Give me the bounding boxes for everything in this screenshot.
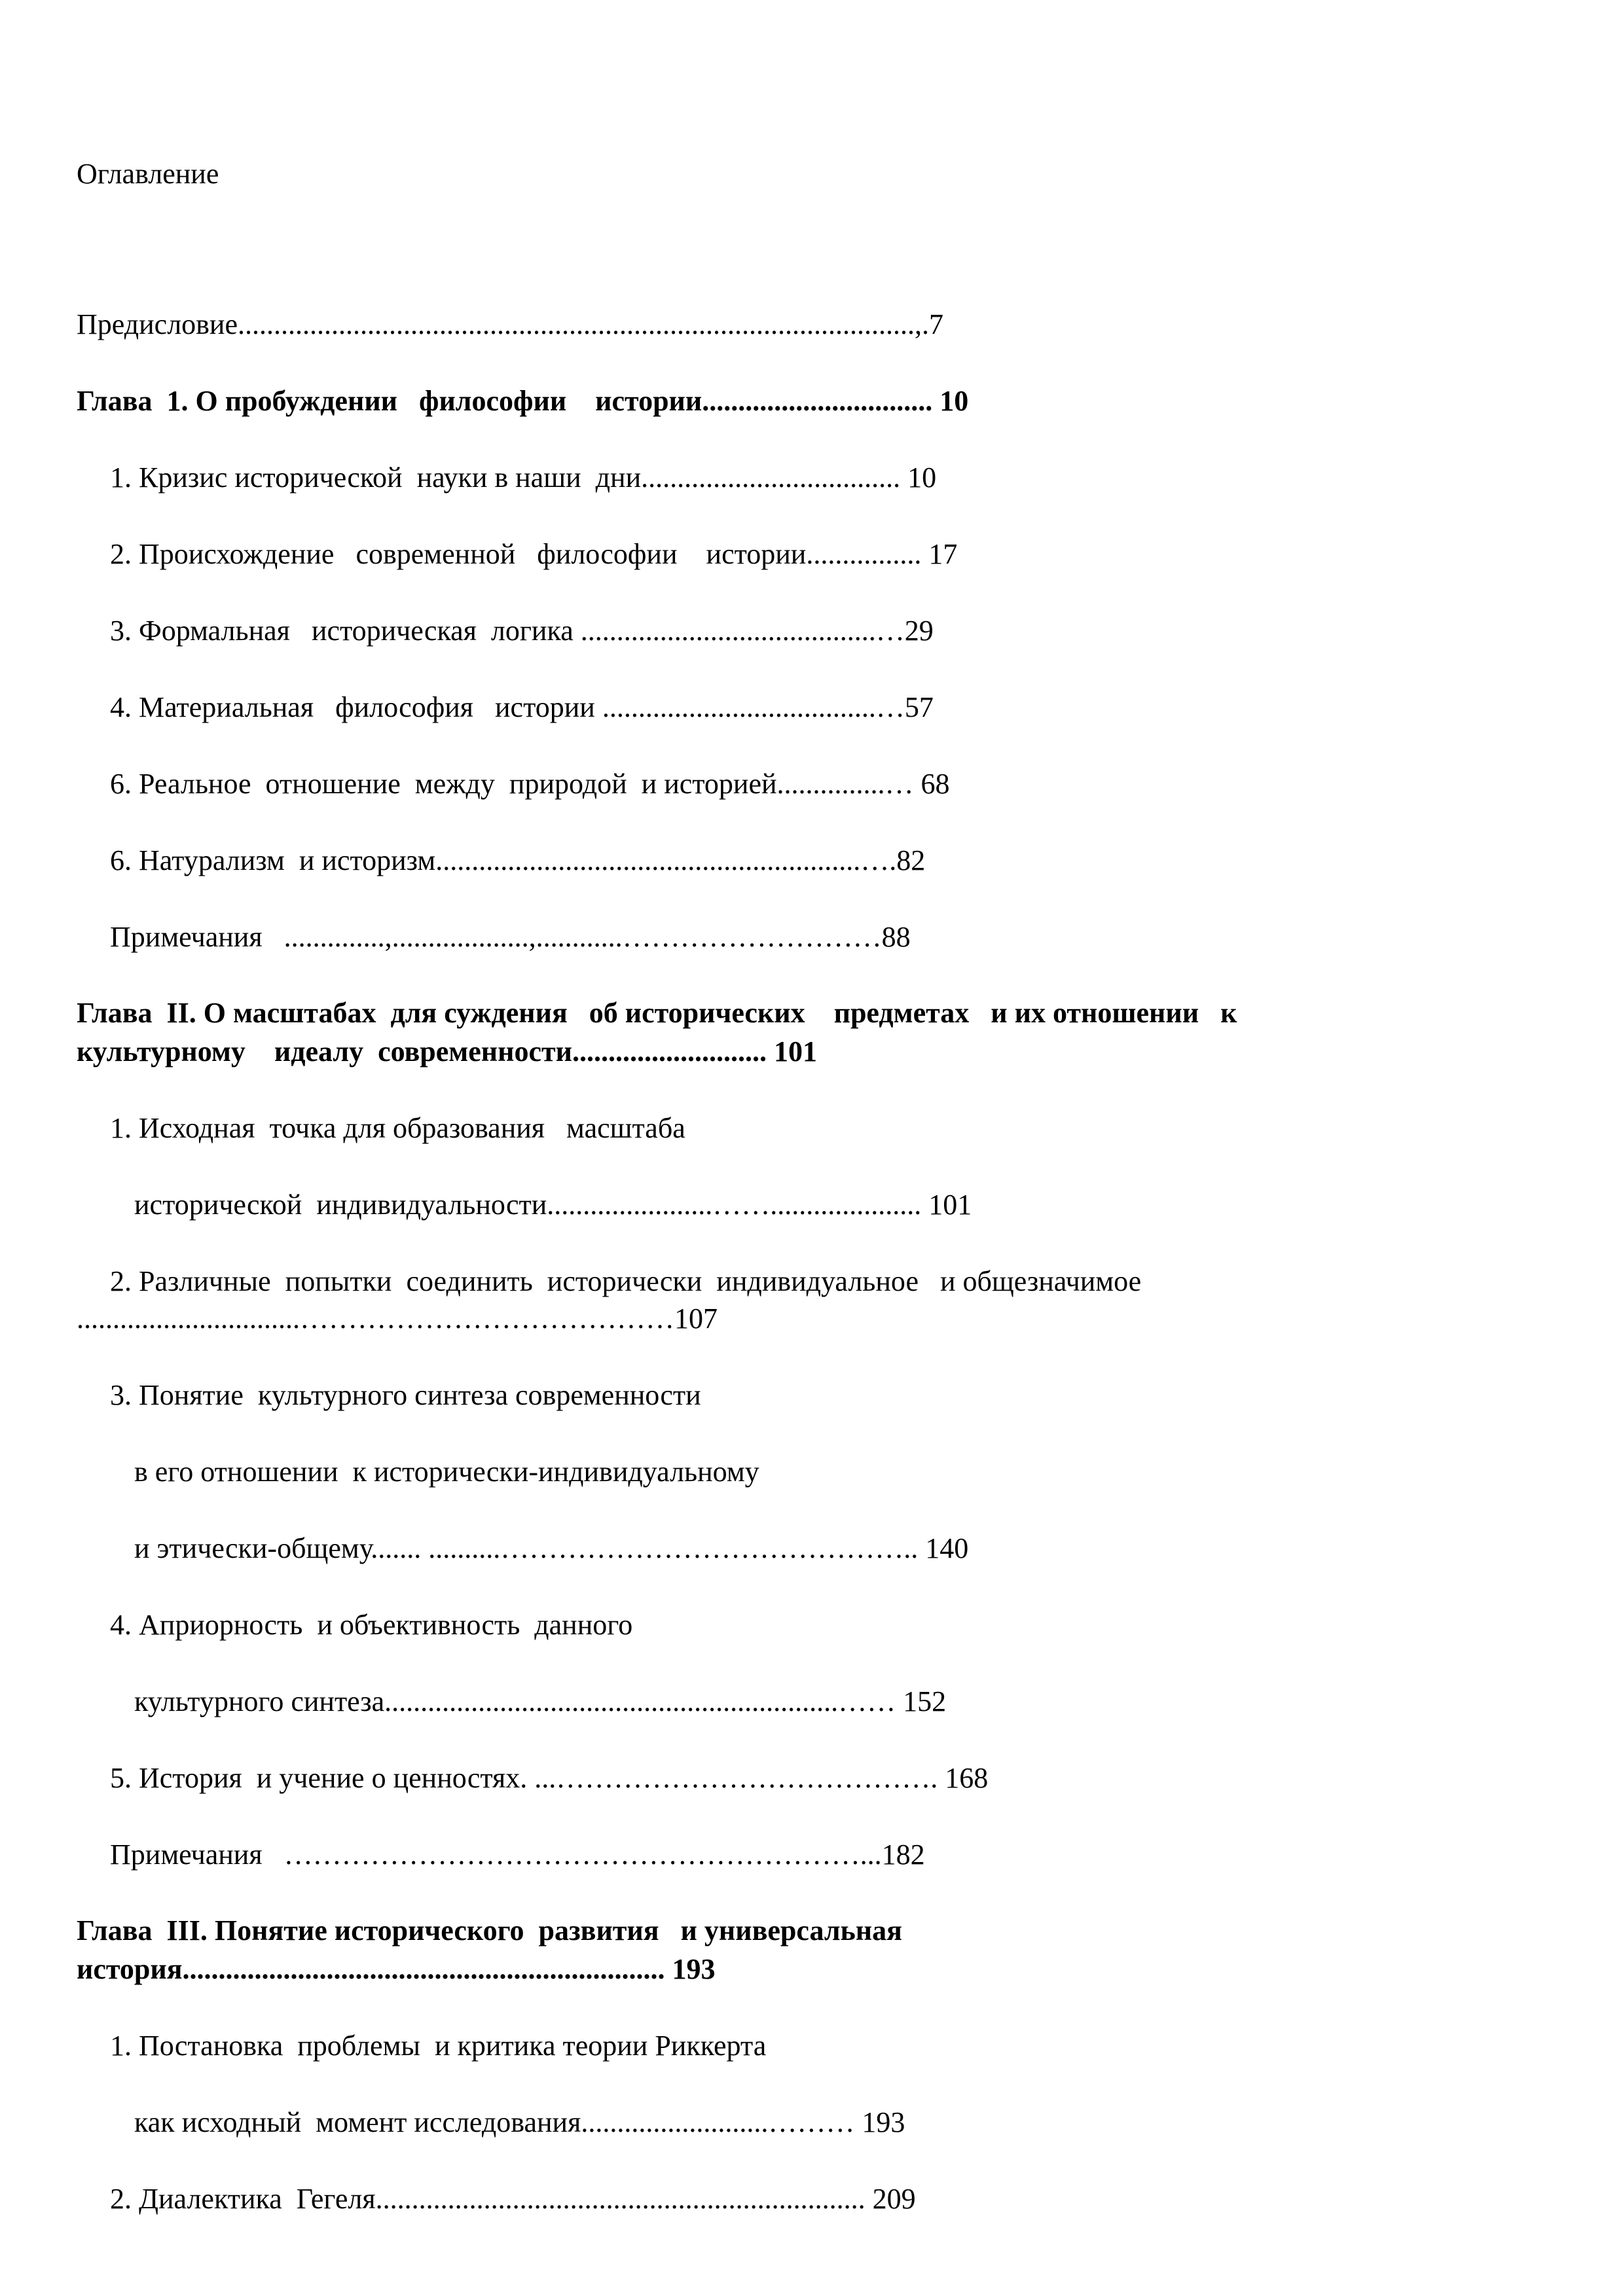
toc-item-continuation: культурного синтеза...............................................................…… 152 (134, 1685, 947, 1717)
toc-item: 2. Происхождение современной философии истории................ 17 (110, 538, 958, 570)
toc-item: 2. Диалектика Гегеля.................................................................... 209 (110, 2183, 916, 2215)
page-title: Оглавление (77, 158, 219, 190)
toc-preface: Предисловие..............................................................................................,.7 (77, 308, 943, 340)
toc-chapter-3-title-line1: Глава III. Понятие исторического развития и универсальная (77, 1914, 902, 1946)
toc-item: 6. Реальное отношение между природой и историей...............… 68 (110, 768, 950, 800)
toc-item: 4. Материальная философия истории ......................................…57 (110, 691, 934, 723)
toc-item-continuation: и этически-общему....... ..........…………………………………….. 140 (134, 1532, 969, 1564)
toc-item: 2. Различные попытки соединить исторически индивидуальное и общезначимое (110, 1265, 1142, 1297)
toc-chapter-2-title-line2: культурному идеалу современности........................... 101 (77, 1035, 818, 1067)
toc-item-continuation: ...............................…………………………………107 (77, 1302, 718, 1335)
toc-chapter-2-title-line1: Глава II. О масштабах для суждения об исторических предметах и их отношении к (77, 997, 1237, 1029)
toc-item: 3. Понятие культурного синтеза современности (110, 1379, 701, 1411)
toc-item: 3. Формальная историческая логика .........................................…29 (110, 615, 934, 647)
toc-item: 1. Постановка проблемы и критика теории Риккерта (110, 2030, 767, 2062)
toc-chapter-1-title: Глава 1. О пробуждении философии истории................................ 10 (77, 385, 969, 417)
toc-notes: Примечания ……………………………………………………...182 (110, 1839, 925, 1871)
toc-item-continuation: в его отношении к исторически-индивидуальному (134, 1456, 759, 1488)
toc-item: 6. Натурализм и историзм...........................................................….82 (110, 844, 926, 876)
toc-item: 5. История и учение о ценностях. ...…………………………………. 168 (110, 1762, 989, 1794)
toc-item: 1. Исходная точка для образования масштаба (110, 1112, 685, 1144)
toc-chapter-3-title-line2: история................................................................... 193 (77, 1953, 716, 1985)
toc-notes: Примечания ..............,...................,............………………………88 (110, 921, 911, 953)
toc-item-continuation: исторической индивидуальности.......................……..................... 101 (134, 1189, 972, 1221)
toc-item: 1. Кризис исторической науки в наши дни.................................... 10 (110, 461, 937, 493)
toc-item: 4. Априорность и объективность данного (110, 1609, 633, 1641)
toc-item-continuation: как исходный момент исследования..........................……… 193 (134, 2106, 905, 2138)
